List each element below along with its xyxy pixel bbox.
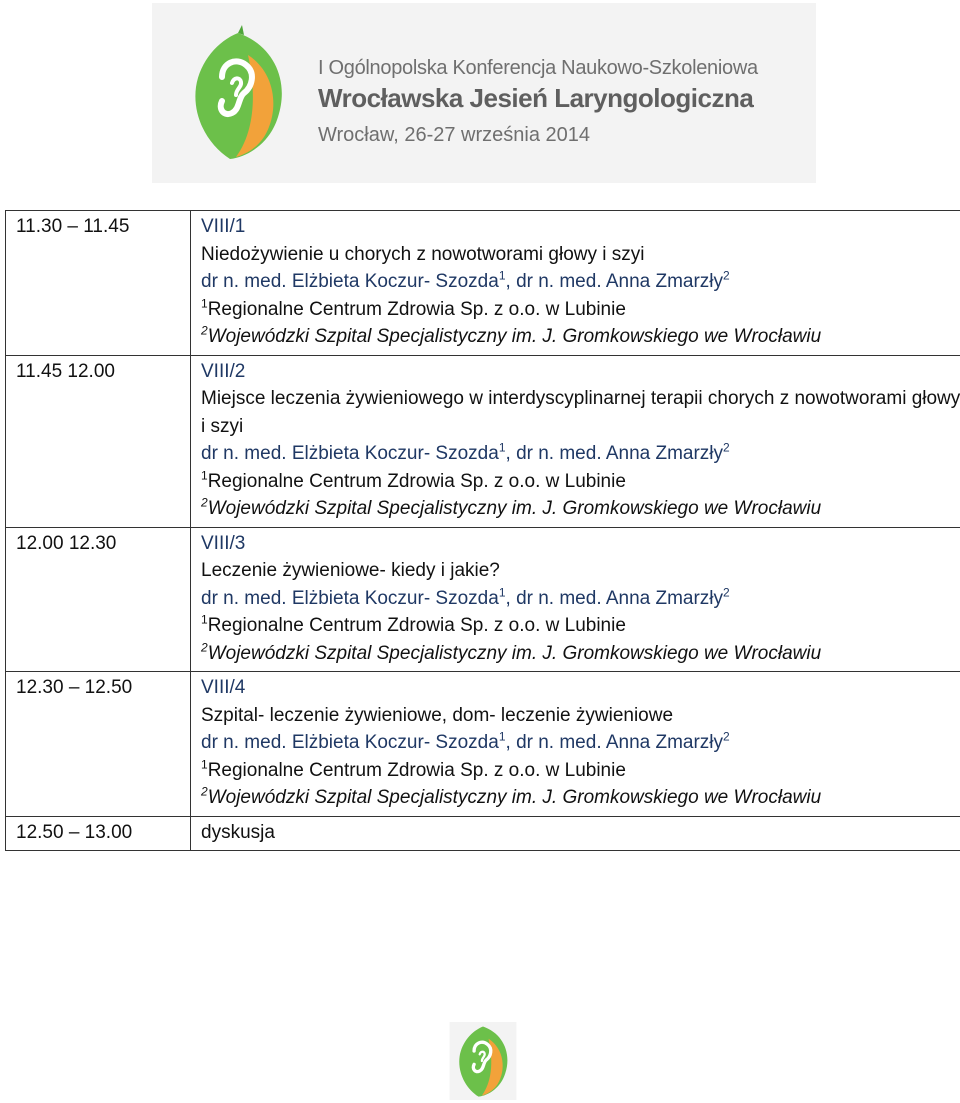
affiliation-marker: 2: [723, 440, 730, 455]
author-name: dr n. med. Anna Zmarzły: [516, 443, 724, 464]
affiliation-2: [201, 323, 960, 351]
session-content: [191, 211, 960, 356]
affiliation-text: Wojewódzki Szpital Specjalistyczny im. J. Gromkowskiego we Wrocławiu: [207, 642, 822, 664]
session-code: VIII/4: [201, 677, 246, 698]
session-code: VIII/3: [201, 532, 246, 554]
affiliation-text: Regionalne Centrum Zdrowia Sp. z o.o. w Lubinie: [207, 759, 626, 781]
affiliation-marker: 1: [498, 440, 506, 455]
author-name: dr n. med. Elżbieta Koczur- Szozda: [201, 732, 499, 753]
affiliation-text: Wojewódzki Szpital Specjalistyczny im. J. Gromkowskiego we Wrocławiu: [207, 326, 822, 347]
discussion-label: dyskusja: [191, 816, 960, 851]
affiliation-marker: 2: [723, 585, 730, 600]
affiliation-text: Wojewódzki Szpital Specjalistyczny im. J. Gromkowskiego we Wrocławiu: [207, 787, 822, 808]
session-title: Szpital- leczenie żywieniowe, dom- leczenie żywieniowe: [201, 704, 674, 726]
affiliation-2: [201, 495, 960, 523]
session-content: [191, 355, 960, 527]
schedule-row: [6, 355, 960, 527]
session-time: 12.50 – 13.00: [6, 816, 191, 851]
leaf-ear-logo-icon: [448, 1022, 518, 1100]
session-content: [191, 527, 960, 672]
session-time: 12.30 – 12.50: [6, 672, 191, 817]
schedule-row: [6, 211, 960, 356]
affiliation-1: [201, 612, 960, 640]
session-time: 11.45 12.00: [6, 355, 191, 527]
author-separator: ,: [505, 271, 517, 292]
session-title: Leczenie żywieniowe- kiedy i jakie?: [201, 560, 500, 581]
session-title: Niedożywienie u chorych z nowotworami głowy i szyi: [201, 243, 645, 265]
banner-title: Wrocławska Jesień Laryngologiczna: [318, 83, 754, 113]
author-name: dr n. med. Elżbieta Koczur- Szozda: [201, 443, 499, 464]
session-content: [191, 672, 960, 817]
author-name: dr n. med. Anna Zmarzły: [516, 732, 724, 753]
session-authors: [201, 585, 960, 613]
schedule-row: [6, 527, 960, 672]
affiliation-marker: 1: [201, 468, 208, 483]
conference-banner: [152, 3, 816, 183]
affiliation-text: Regionalne Centrum Zdrowia Sp. z o.o. w Lubinie: [207, 615, 626, 636]
affiliation-marker: 2: [201, 640, 208, 655]
author-name: dr n. med. Anna Zmarzły: [516, 587, 724, 609]
affiliation-1: [201, 757, 960, 785]
author-name: dr n. med. Anna Zmarzły: [516, 271, 724, 292]
session-time: 12.00 12.30: [6, 527, 191, 672]
author-name: dr n. med. Elżbieta Koczur- Szozda: [201, 271, 499, 292]
affiliation-marker: 2: [723, 268, 730, 283]
session-authors: [201, 268, 960, 296]
affiliation-marker: 2: [723, 729, 730, 744]
author-separator: ,: [505, 443, 517, 464]
banner-subtitle: I Ogólnopolska Konferencja Naukowo-Szkoleniowa: [318, 57, 758, 79]
affiliation-2: [201, 784, 960, 812]
affiliation-marker: 2: [201, 323, 208, 338]
session-authors: [201, 440, 960, 468]
session-time: 11.30 – 11.45: [6, 211, 191, 356]
affiliation-marker: 1: [498, 268, 506, 283]
affiliation-marker: 1: [201, 296, 208, 311]
session-authors: [201, 729, 960, 757]
affiliation-marker: 1: [201, 757, 208, 772]
session-title: Miejsce leczenia żywieniowego w interdyscyplinarnej terapii chorych z nowotworami głowy i szyi: [201, 388, 960, 437]
affiliation-marker: 2: [201, 784, 208, 799]
affiliation-marker: 1: [498, 729, 506, 744]
discussion-row: [6, 816, 960, 851]
author-separator: ,: [505, 587, 517, 609]
affiliation-1: [201, 296, 960, 324]
affiliation-marker: 2: [201, 495, 208, 510]
affiliation-2: [201, 640, 960, 668]
affiliation-text: Regionalne Centrum Zdrowia Sp. z o.o. w Lubinie: [207, 298, 626, 320]
schedule-row: [6, 672, 960, 817]
author-separator: ,: [505, 732, 517, 753]
author-name: dr n. med. Elżbieta Koczur- Szozda: [201, 587, 499, 609]
schedule-table: [5, 210, 960, 851]
affiliation-1: [201, 468, 960, 496]
banner-date-place: Wrocław, 26-27 września 2014: [318, 124, 590, 146]
affiliation-text: Wojewódzki Szpital Specjalistyczny im. J. Gromkowskiego we Wrocławiu: [207, 498, 822, 519]
session-code: VIII/1: [201, 216, 246, 237]
affiliation-marker: 1: [498, 585, 506, 600]
affiliation-text: Regionalne Centrum Zdrowia Sp. z o.o. w Lubinie: [207, 470, 626, 492]
affiliation-marker: 1: [201, 612, 208, 627]
session-code: VIII/2: [201, 360, 246, 382]
leaf-ear-logo-icon: [178, 25, 298, 165]
